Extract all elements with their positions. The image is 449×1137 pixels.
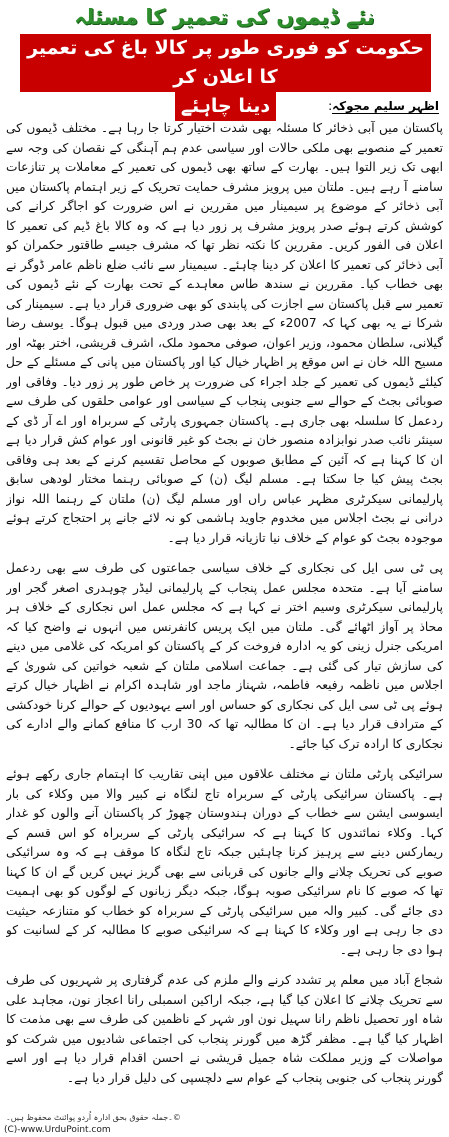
headline-line-2: دینا چاہئے	[175, 92, 276, 121]
byline	[239, 95, 439, 117]
site-credit: (C)-www.UrduPoint.com	[4, 1125, 111, 1135]
article-body	[6, 119, 443, 1109]
paragraph: پی ٹی سی ایل کی نجکاری کے خلاف سیاسی جماعتوں کی طرف سے بھی ردعمل سامنے آیا ہے۔ متحدہ مجلس عمل پنجاب کے پارلیمانی لیڈر چوہدری اصغر گجر اور پارلیمانی سیکرٹری وسیم اختر نے کہا ہے کہ مجلس عمل اس نجکاری کے خلاف ہر محاذ پر آواز اٹھائے گی۔ ملتان میں ایک پریس کانفرنس میں انہوں نے واضح کیا کہ امریکی جنرل زینی کو یہ ادارہ فروخت کر کے پاکستان کو امریکہ کی غلامی میں دینے کی سازش تیار کی گئی ہے۔ جماعت اسلامی ملتان کے شعبہ خواتین کی شوریٰ کے اجلاس میں ناظمہ رفیعہ فاطمہ، شہناز ماجد اور شاہدہ اکرام نے اظہار خیال کرتے ہوئے پی ٹی سی ایل کی نجکاری کو حساس اور اسے یہودیوں کے حوالے کرنا خودکشی کے مترادف قرار دیا ہے۔ ان کا مطالبہ تھا کہ 30 ارب کا منافع کمانے والے ادارے کی نجکاری کا ارادہ ترک کیا جائے۔	[6, 561, 443, 751]
headline-line-1: حکومت کو فوری طور پر کالا باغ کی تعمیر کا اعلان کر	[20, 34, 431, 92]
article-kicker: نئے ڈیموں کی تعمیر کا مسئلہ	[74, 5, 375, 29]
paragraph: شجاع آباد میں معلم پر تشدد کرنے والے ملزم کی عدم گرفتاری پر شہریوں کی طرف سے تحریک چلانے کا اعلان کیا گیا ہے، جبکہ اراکین اسمبلی رانا اعجاز نون، مجاہد علی شاہ اور تحصیل ناظم رانا سہیل نون اور شہر کے ناظمین کی طرف سے بھی مذمت کا اظہار کیا گیا ہے۔ مظفر گڑھ میں گورنر پنجاب کی اجتماعی شادیوں میں شرکت کو مواصلات کے وزیر مملکت شاہ جمیل قریشی نے احسن اقدام قرار دیا ہے اور اسے گورنر پنجاب کی جنوبی پنجاب کے عوام سے دلچسپی کی دلیل قرار دیا ہے۔	[6, 973, 443, 1085]
paragraph: سرائیکی پارٹی ملتان نے مختلف علاقوں میں اپنی تقاریب کا اہتمام جاری رکھے ہوئے ہے۔ پاکستان سرائیکی پارٹی کے سربراہ تاج لنگاہ نے کبیر والا میں وکلاء کی بار ایسوسی ایشن سے خطاب کے دوران ہندوستان چھوڑ کر پاکستان آنے والوں کو غدار کہا۔ وکلاء نمائندوں کا کہنا ہے کہ سرائیکی پارٹی کے سربراہ کو اس قسم کے ریمارکس دینے سے پرہیز کرنا چاہئیں جبکہ تاج لنگاہ کا موقف ہے کہ وہ سرائیکی صوبے کی تحریک چلانے والے جانوں کی قربانی سے بھی گریز نہیں کریں گے ان کا کہنا تھا کہ صوبے کا نام سرائیکی صوبہ ہوگا، جبکہ دیگر زبانوں کے لوگوں کو بھی اہمیت دی جائے گی۔ کبیر والہ میں سرائیکی پارٹی کے سربراہ کو خطاب کو متنازعہ حیثیت دی جا رہی ہے اور وکلاء کا کہنا ہے کہ سرائیکی صوبے کا مطالبہ کر کے لسانیت کو ہوا دی جا رہی ہے۔	[6, 767, 443, 957]
paragraph: پاکستان میں آبی ذخائر کا مسئلہ بھی شدت اختیار کرتا جا رہا ہے۔ مختلف ڈیموں کی تعمیر کے منصوبے بھی ملکی حالات اور سیاسی عدم ہم آہنگی کے نقصان کی وجہ سے ابھی تک زیر التوا ہیں۔ بھارت کے ساتھ بھی ڈیموں کی تعمیر کے معاملات پر تنازعات سامنے آ رہے ہیں۔ ملتان میں پرویز مشرف حمایت تحریک کے زیر اہتمام پاکستان میں آبی ذخائر کے موضوع پر سیمینار میں مقررین نے اس ضرورت کو اجاگر کرانے کی کوشش کرتے ہوئے صدر پرویز مشرف پر زور دیا ہے کہ وہ کالا باغ ڈیم کی تعمیر کا اعلان فی الفور کریں۔ مقررین کا نکتہ نظر تھا کہ مشرف جیسے طاقتور حکمران کو آبی ذخائر کی تعمیر کا اعلان کر دینا چاہئے۔ سیمینار سے نائب ضلع ناظم عامر ڈوگر نے بھی خطاب کیا۔ مقررین نے سندھ طاس معاہدے کے تحت بھارت کے نئے ڈیموں کی تعمیر سے قبل پاکستان سے اجازت کی پابندی کو بھی ضروری قرار دیا ہے۔ سیمینار کی شرکا نے یہ بھی کہا کہ 2007ء کے بعد بھی صدر وردی میں قبول ہوگا۔ یوسف رضا گیلانی، سلطان محمود، وزیر اعوان، صوفی محمود ملک، اشرف قریشی، اختر بھٹہ اور مسیح اللہ خان نے اس موقع پر اظہار خیال کیا اور پاکستان میں پانی کے مسئلے کے حل کیلئے ڈیموں کی تعمیر کے جلد اجراء کی ضرورت پر خاص طور پر زور دیا۔ وفاقی اور صوبائی بجٹ کے حوالے سے جنوبی پنجاب کے سیاسی اور عوامی حلقوں کی طرف سے ردعمل کا سلسلہ بھی جاری ہے۔ پاکستان جمہوری پارٹی کے سربراہ اور اے آر ڈی کے سینئر نائب صدر نوابزادہ منصور خان نے بجٹ کو غیر قانونی اور عوام کش قرار دیا ہے ان کا کہنا ہے کہ آئین کے مطابق صوبوں کے محاصل تقسیم کرنے کے بعد ہی وفاقی بجٹ پیش کیا جا سکتا ہے۔ مسلم لیگ (ن) کے صوبائی رہنما مختار لودھی سابق پارلیمانی سیکرٹری مظہر عباس راں اور مسلم لیگ (ن) ملتان کے رہنما اللہ نواز درانی نے بجٹ اجلاس میں مخدوم جاوید ہاشمی کو نہ لائے جانے پر احتجاج کرتے ہوئے موجودہ بجٹ کو عوام کے خلاف نیا تازیانہ قرار دیا ہے۔	[6, 121, 443, 545]
copyright-notice: ©۔جملہ حقوق بحق ادارہ اُردو پوائنٹ محفوظ ہیں۔	[6, 1113, 181, 1122]
byline-colon: :	[328, 99, 333, 113]
byline-author: اظہر سلیم مجوکہ	[332, 99, 439, 113]
